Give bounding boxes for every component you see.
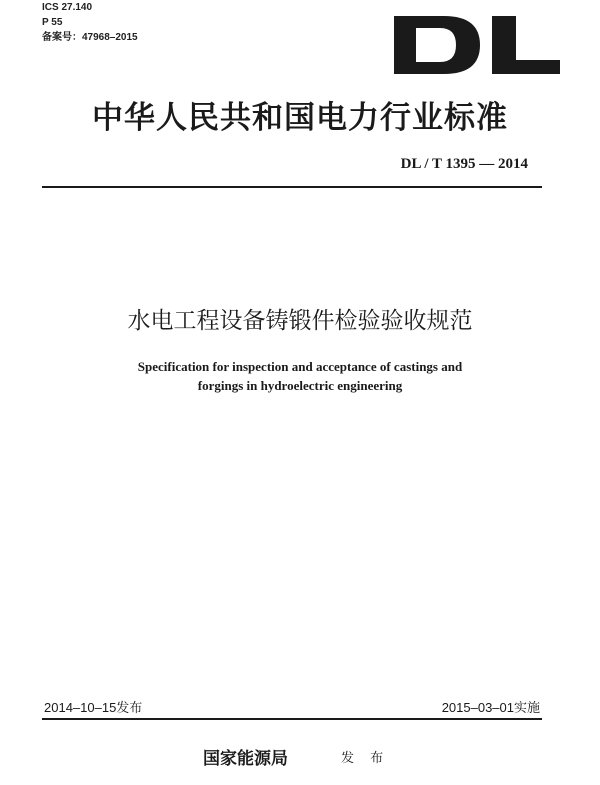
issue-date: 2014–10–15发布 (44, 700, 143, 715)
chinese-title: 水电工程设备铸锻件检验验收规范 (127, 308, 473, 334)
english-title-line-1: Specification for inspection and acceptance of castings and (137, 359, 463, 374)
record-number: 备案号：47968–2015 (42, 32, 138, 43)
standard-organization: 中华人民共和国电力行业标准 (92, 100, 508, 136)
implementation-date: 2015–03–01实施 (441, 700, 540, 715)
english-title-line-2: forgings in hydroelectric engineering (197, 378, 403, 393)
classification-code: P 55 (42, 17, 63, 28)
ics-code: ICS 27.140 (42, 2, 93, 13)
dl-logo (392, 14, 562, 76)
publish-label: 发 布 (341, 751, 390, 766)
english-title (0, 357, 600, 395)
standard-code: DL / T 1395 — 2014 (400, 156, 528, 172)
metadata-block (42, 0, 138, 45)
publisher-name: 国家能源局 (203, 749, 288, 769)
top-divider (42, 186, 542, 188)
bottom-divider (42, 718, 542, 720)
